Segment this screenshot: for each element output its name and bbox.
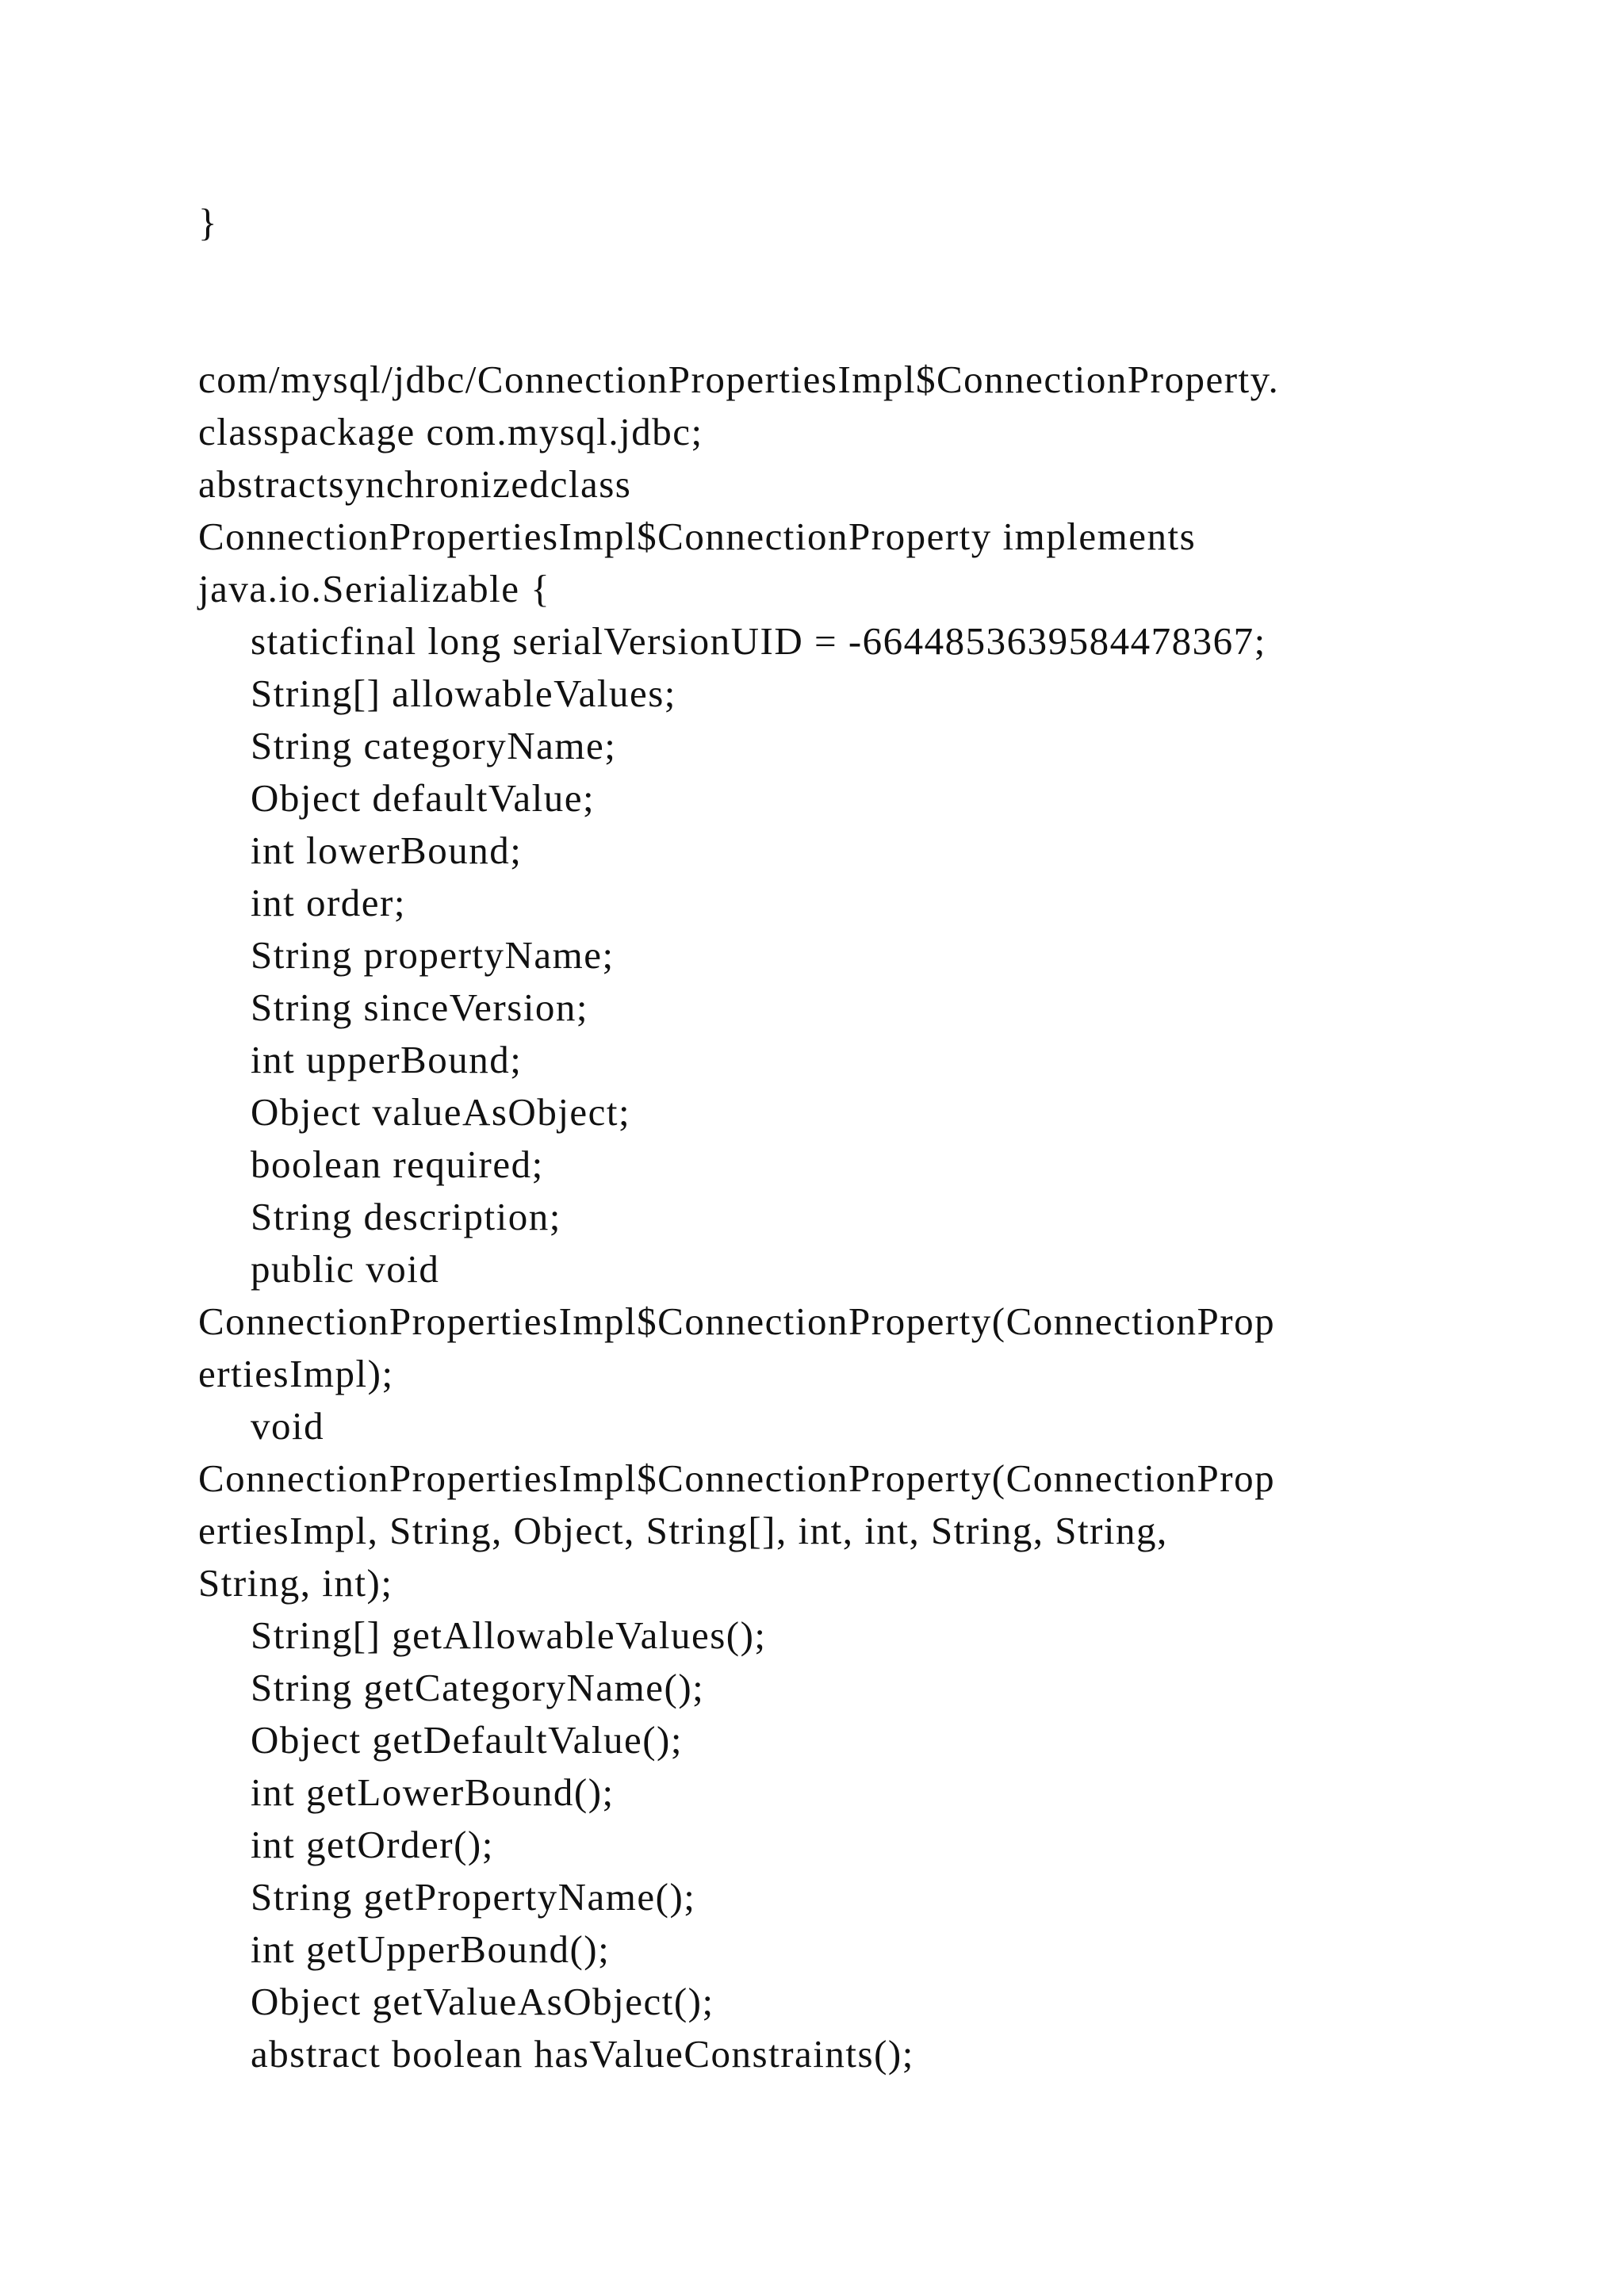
text-line: abstractsynchronizedclass (198, 462, 632, 506)
text-line: Object valueAsObject; (251, 1090, 631, 1134)
text-line: classpackage com.mysql.jdbc; (198, 410, 703, 453)
text-line: Object defaultValue; (251, 776, 596, 820)
text-line: public void (251, 1247, 440, 1291)
text-line: int lowerBound; (251, 828, 523, 872)
text-line: com/mysql/jdbc/ConnectionPropertiesImpl$ConnectionProperty. (198, 358, 1280, 401)
text-line: ertiesImpl); (198, 1352, 394, 1395)
text-line: void (251, 1404, 325, 1448)
text-line: String getCategoryName(); (251, 1666, 705, 1709)
text-line: abstract boolean hasValueConstraints(); (251, 2032, 914, 2076)
text-line: ConnectionPropertiesImpl$ConnectionProperty(ConnectionProp (198, 1299, 1276, 1343)
text-line: String[] allowableValues; (251, 672, 676, 715)
text-line: staticfinal long serialVersionUID = -6644853639584478367; (251, 619, 1266, 663)
text-line: Object getValueAsObject(); (251, 1980, 714, 2023)
text-line: int getLowerBound(); (251, 1770, 615, 1814)
text-line: ConnectionPropertiesImpl$ConnectionProperty implements (198, 515, 1197, 558)
text-line: String propertyName; (251, 933, 615, 977)
closing-brace: } (198, 201, 219, 244)
text-line: Object getDefaultValue(); (251, 1718, 683, 1762)
text-line: String categoryName; (251, 724, 617, 767)
text-line: String, int); (198, 1561, 393, 1605)
text-line: String sinceVersion; (251, 985, 589, 1029)
text-line: String[] getAllowableValues(); (251, 1613, 767, 1657)
text-line: ConnectionPropertiesImpl$ConnectionProperty(ConnectionProp (198, 1456, 1276, 1500)
text-line: boolean required; (251, 1142, 544, 1186)
text-line: int getUpperBound(); (251, 1927, 611, 1971)
text-line: String description; (251, 1195, 561, 1238)
text-line: int order; (251, 881, 406, 924)
text-line: int getOrder(); (251, 1823, 494, 1866)
text-line: String getPropertyName(); (251, 1875, 696, 1919)
text-line: ertiesImpl, String, Object, String[], int, int, String, String, (198, 1509, 1168, 1552)
text-line: java.io.Serializable { (198, 567, 551, 610)
text-line: int upperBound; (251, 1038, 523, 1081)
